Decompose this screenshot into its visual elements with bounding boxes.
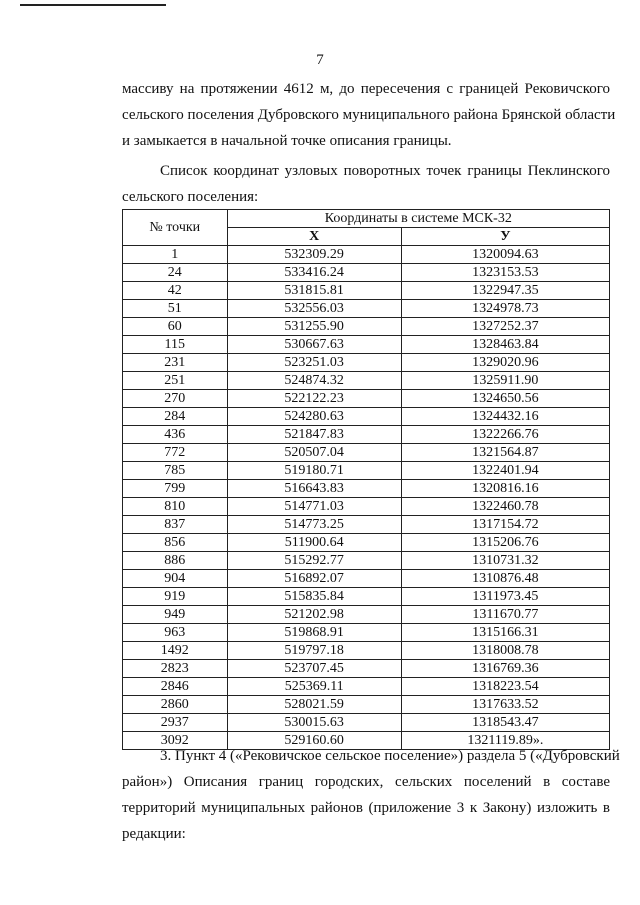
- table-row: [123, 714, 610, 732]
- cell-point-number: 904: [123, 570, 228, 588]
- cell-x: 524280.63: [227, 408, 401, 426]
- cell-point-number: 2823: [123, 660, 228, 678]
- cell-x: 516892.07: [227, 570, 401, 588]
- cell-x: 516643.83: [227, 480, 401, 498]
- cell-point-number: 963: [123, 624, 228, 642]
- cell-point-number: 949: [123, 606, 228, 624]
- item3-paragraph: [122, 743, 620, 847]
- cell-y: 1322401.94: [401, 462, 609, 480]
- text-line: сельского поселения:: [122, 189, 259, 205]
- cell-x: 519868.91: [227, 624, 401, 642]
- table-row: [123, 336, 610, 354]
- page-number: 7: [316, 52, 324, 68]
- table-row: [123, 246, 610, 264]
- cell-point-number: 799: [123, 480, 228, 498]
- cell-y: 1323153.53: [401, 264, 609, 282]
- table-row: [123, 300, 610, 318]
- cell-point-number: 2937: [123, 714, 228, 732]
- text-line: массиву на протяжении 4612 м, до пересечения с границей Рековичского: [122, 81, 610, 97]
- cell-y: 1322947.35: [401, 282, 609, 300]
- table-row: [123, 696, 610, 714]
- cell-y: 1311973.45: [401, 588, 609, 606]
- cell-point-number: 772: [123, 444, 228, 462]
- table-row: [123, 588, 610, 606]
- cell-x: 515292.77: [227, 552, 401, 570]
- cell-point-number: 856: [123, 534, 228, 552]
- cell-y: 1325911.90: [401, 372, 609, 390]
- cell-y: 1310876.48: [401, 570, 609, 588]
- cell-x: 519797.18: [227, 642, 401, 660]
- table-row: [123, 282, 610, 300]
- cell-y: 1310731.32: [401, 552, 609, 570]
- scan-edge-line: [20, 4, 166, 6]
- table-row: [123, 462, 610, 480]
- cell-x: 533416.24: [227, 264, 401, 282]
- cell-y: 1318008.78: [401, 642, 609, 660]
- table-row: [123, 516, 610, 534]
- cell-y: 1317154.72: [401, 516, 609, 534]
- header-y: У: [401, 228, 609, 246]
- cell-x: 530667.63: [227, 336, 401, 354]
- cell-y: 1316769.36: [401, 660, 609, 678]
- cell-y: 1328463.84: [401, 336, 609, 354]
- table-row: [123, 570, 610, 588]
- cell-y: 1324650.56: [401, 390, 609, 408]
- table-row: [123, 354, 610, 372]
- table-row: [123, 408, 610, 426]
- cell-y: 1322460.78: [401, 498, 609, 516]
- cell-point-number: 51: [123, 300, 228, 318]
- cell-point-number: 436: [123, 426, 228, 444]
- text-line: район») Описания границ городских, сельских поселений в составе: [122, 774, 610, 790]
- cell-y: 1317633.52: [401, 696, 609, 714]
- cell-y: 1315206.76: [401, 534, 609, 552]
- cell-x: 514773.25: [227, 516, 401, 534]
- cell-y: 1311670.77: [401, 606, 609, 624]
- cell-x: 525369.11: [227, 678, 401, 696]
- cell-point-number: 919: [123, 588, 228, 606]
- header-point-number: № точки: [123, 210, 228, 246]
- header-x: Х: [227, 228, 401, 246]
- table-row: [123, 318, 610, 336]
- cell-point-number: 785: [123, 462, 228, 480]
- cell-point-number: 1: [123, 246, 228, 264]
- table-body: [123, 246, 610, 750]
- table-row: [123, 372, 610, 390]
- cell-x: 528021.59: [227, 696, 401, 714]
- intro-paragraph: [122, 76, 616, 154]
- cell-x: 529160.60: [227, 732, 401, 750]
- text-line: сельского поселения Дубровского муниципального района Брянской области: [122, 107, 616, 123]
- cell-point-number: 251: [123, 372, 228, 390]
- text-line: 3. Пункт 4 («Рековичское сельское поселение») раздела 5 («Дубровский: [160, 748, 620, 764]
- cell-point-number: 1492: [123, 642, 228, 660]
- header-coordinate-system: Координаты в системе МСК-32: [227, 210, 609, 228]
- cell-x: 530015.63: [227, 714, 401, 732]
- cell-x: 531255.90: [227, 318, 401, 336]
- cell-point-number: 231: [123, 354, 228, 372]
- cell-point-number: 810: [123, 498, 228, 516]
- table-row: [123, 660, 610, 678]
- cell-x: 514771.03: [227, 498, 401, 516]
- cell-y: 1327252.37: [401, 318, 609, 336]
- cell-y: 1324432.16: [401, 408, 609, 426]
- cell-x: 523251.03: [227, 354, 401, 372]
- cell-y: 1322266.76: [401, 426, 609, 444]
- coordinates-table: [122, 209, 610, 750]
- table-row: [123, 480, 610, 498]
- cell-x: 532309.29: [227, 246, 401, 264]
- table-row: [123, 534, 610, 552]
- cell-y: 1320094.63: [401, 246, 609, 264]
- cell-x: 521202.98: [227, 606, 401, 624]
- table-row: [123, 498, 610, 516]
- cell-point-number: 2860: [123, 696, 228, 714]
- table-row: [123, 642, 610, 660]
- cell-point-number: 42: [123, 282, 228, 300]
- cell-x: 515835.84: [227, 588, 401, 606]
- list-title-paragraph: [122, 158, 610, 210]
- cell-point-number: 284: [123, 408, 228, 426]
- table-row: [123, 606, 610, 624]
- table-row: [123, 426, 610, 444]
- cell-y: 1329020.96: [401, 354, 609, 372]
- table-row: [123, 678, 610, 696]
- cell-y: 1315166.31: [401, 624, 609, 642]
- cell-x: 521847.83: [227, 426, 401, 444]
- cell-y: 1321119.89».: [401, 732, 609, 750]
- cell-y: 1320816.16: [401, 480, 609, 498]
- cell-y: 1318223.54: [401, 678, 609, 696]
- cell-point-number: 24: [123, 264, 228, 282]
- cell-point-number: 270: [123, 390, 228, 408]
- text-line: Список координат узловых поворотных точек границы Пеклинского: [160, 163, 610, 179]
- cell-point-number: 60: [123, 318, 228, 336]
- cell-x: 511900.64: [227, 534, 401, 552]
- cell-x: 531815.81: [227, 282, 401, 300]
- text-line: редакции:: [122, 826, 186, 842]
- cell-point-number: 837: [123, 516, 228, 534]
- cell-point-number: 886: [123, 552, 228, 570]
- cell-point-number: 3092: [123, 732, 228, 750]
- cell-x: 532556.03: [227, 300, 401, 318]
- cell-x: 519180.71: [227, 462, 401, 480]
- cell-y: 1318543.47: [401, 714, 609, 732]
- text-line: территорий муниципальных районов (приложение 3 к Закону) изложить в: [122, 800, 610, 816]
- table-row: [123, 444, 610, 462]
- cell-y: 1324978.73: [401, 300, 609, 318]
- table-row: [123, 552, 610, 570]
- table-row: [123, 624, 610, 642]
- text-line: и замыкается в начальной точке описания границы.: [122, 133, 452, 149]
- cell-x: 522122.23: [227, 390, 401, 408]
- cell-x: 523707.45: [227, 660, 401, 678]
- cell-x: 524874.32: [227, 372, 401, 390]
- table-row: [123, 390, 610, 408]
- cell-x: 520507.04: [227, 444, 401, 462]
- cell-point-number: 2846: [123, 678, 228, 696]
- cell-point-number: 115: [123, 336, 228, 354]
- cell-y: 1321564.87: [401, 444, 609, 462]
- table-row: [123, 264, 610, 282]
